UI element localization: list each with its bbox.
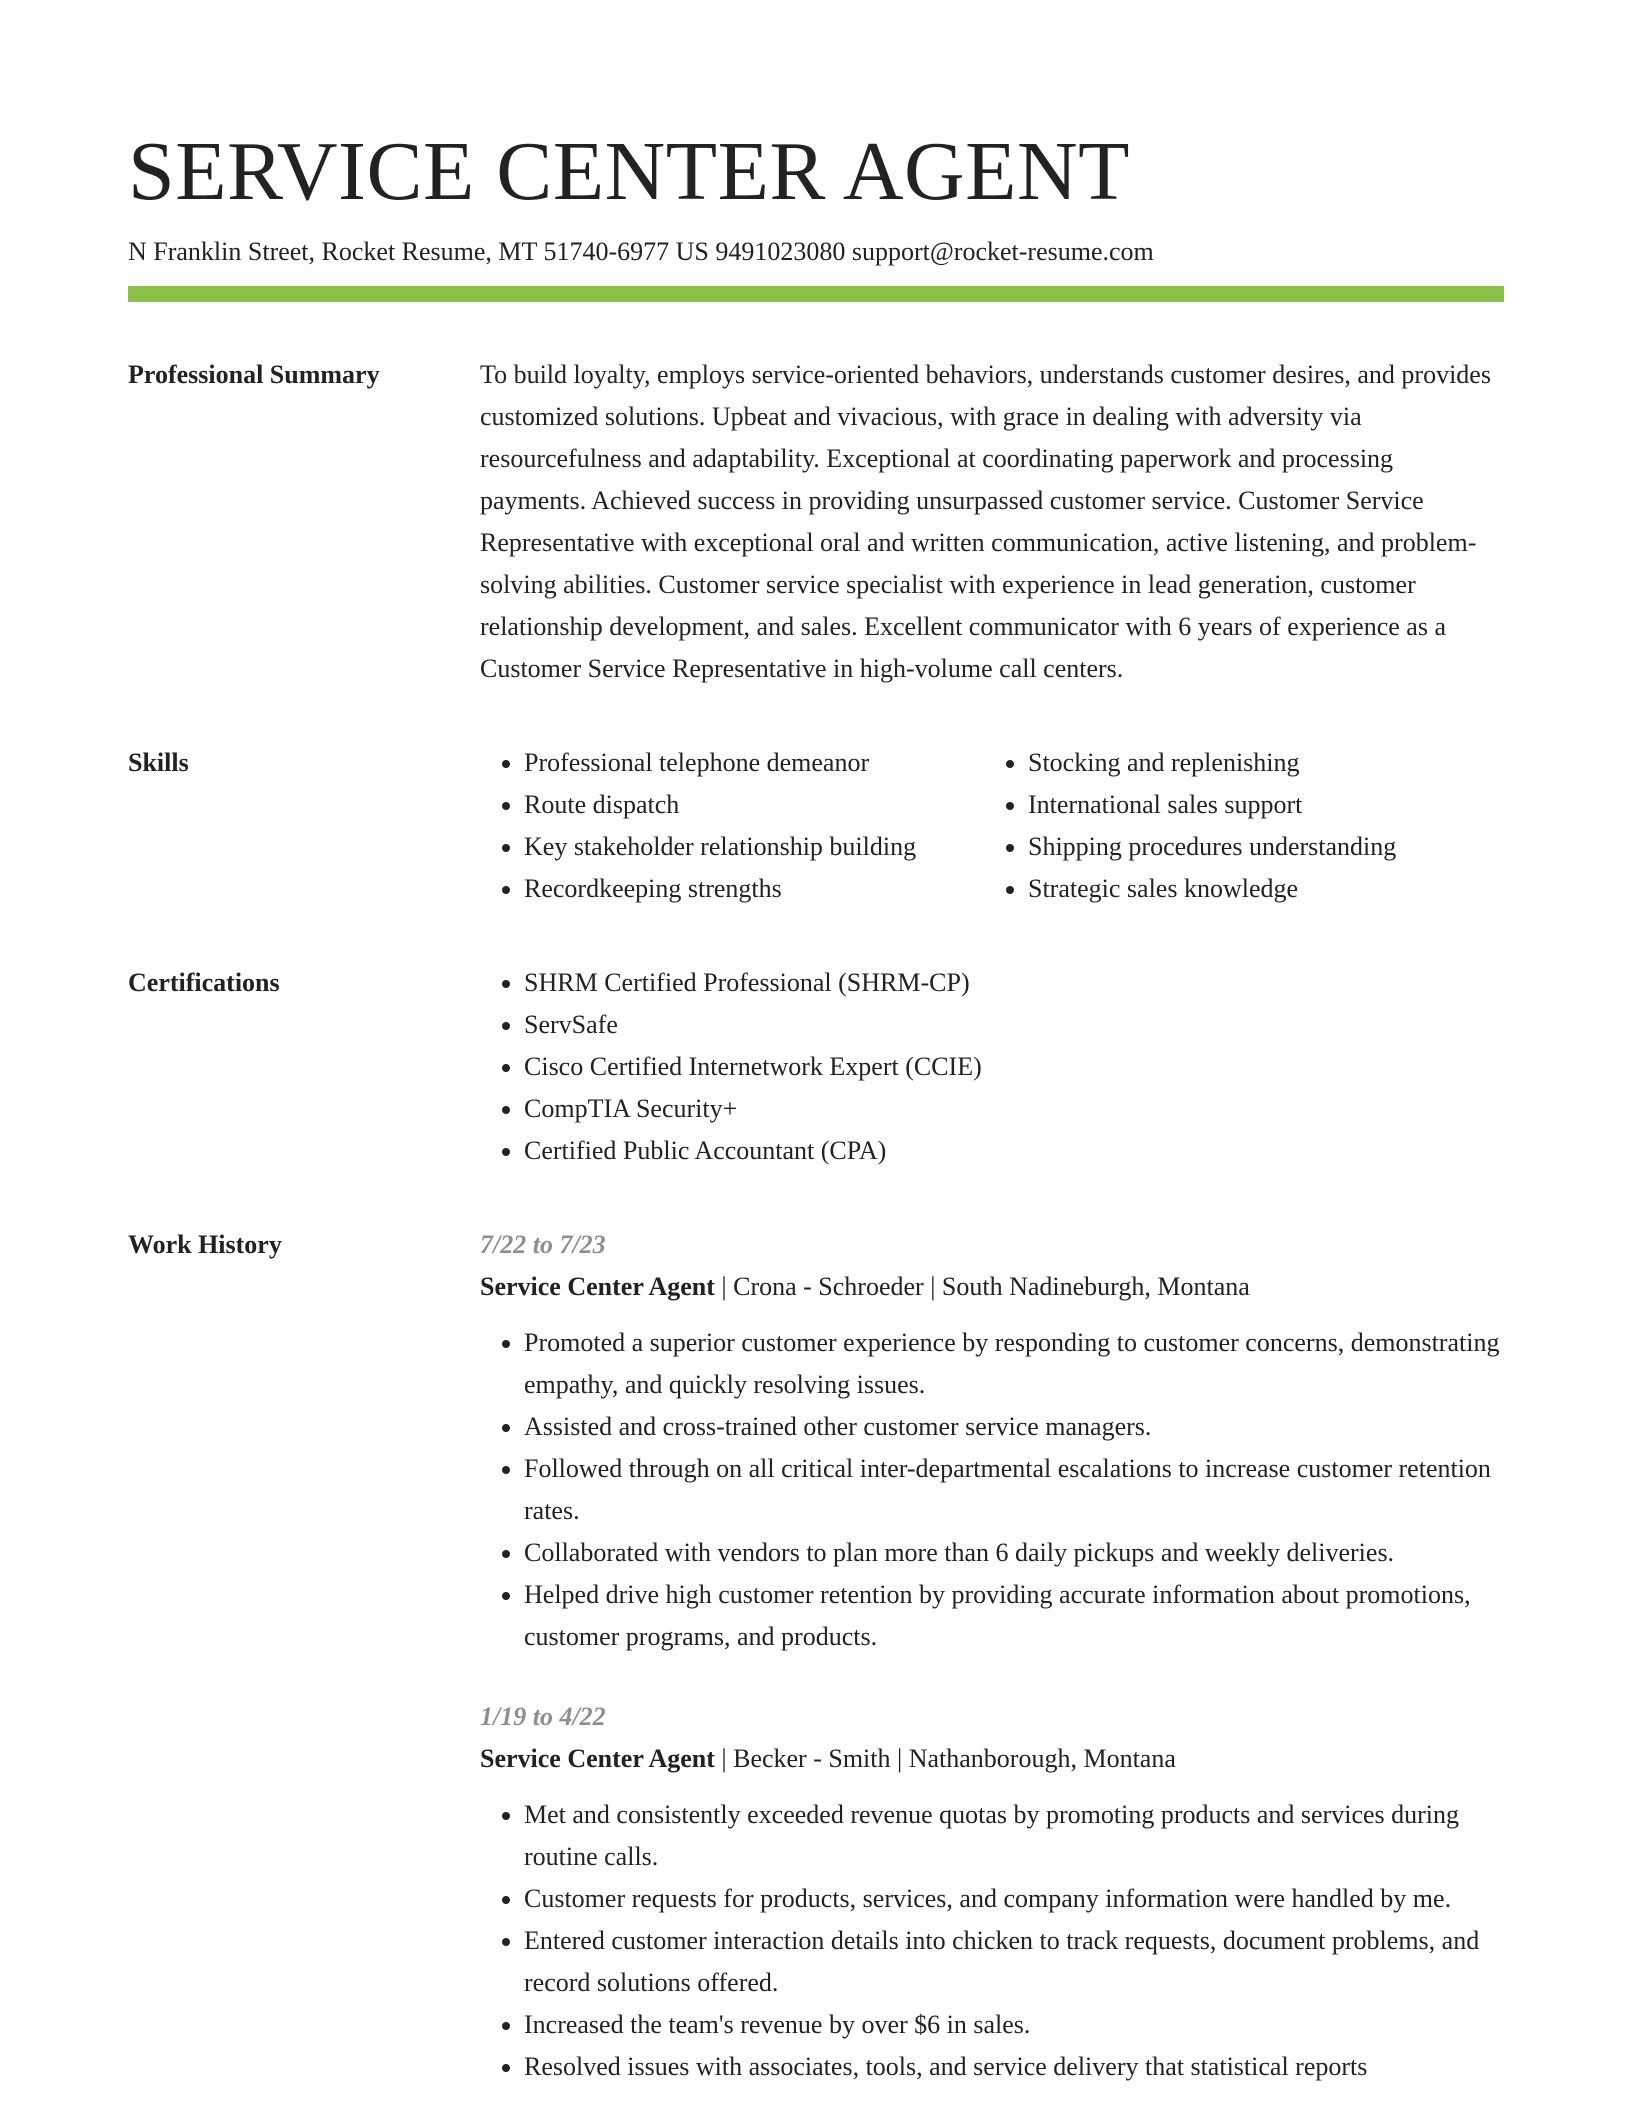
- job-dates: 1/19 to 4/22: [480, 1702, 606, 1731]
- job-bullet: • Resolved issues with associates, tools, and service delivery that statistical reports: [524, 2046, 1504, 2088]
- certification-item: • CompTIA Security+: [524, 1088, 1504, 1130]
- resume-page: [128, 120, 1504, 2126]
- job-heading: [480, 1738, 1504, 1780]
- certification-item: • Certified Public Accountant (CPA): [524, 1130, 1504, 1172]
- summary-section: [128, 354, 1504, 690]
- job-bullet: • Collaborated with vendors to plan more than 6 daily pickups and weekly deliveries.: [524, 1532, 1504, 1574]
- skill-item: • Shipping procedures understanding: [1028, 826, 1488, 868]
- certification-item: • SHRM Certified Professional (SHRM-CP): [524, 962, 1504, 1004]
- certifications-body: [480, 962, 1504, 1172]
- job-bullet: • Increased the team's revenue by over $6 in sales.: [524, 2004, 1504, 2046]
- skills-body: [480, 742, 1504, 910]
- work-history-body: [480, 1224, 1504, 2126]
- skills-column-1: [480, 742, 984, 910]
- skills-section: [128, 742, 1504, 910]
- job-bullet: • Assisted and cross-trained other customer service managers.: [524, 1406, 1504, 1448]
- skill-item: • Route dispatch: [524, 784, 984, 826]
- job-details: | Becker - Smith | Nathanborough, Montana: [714, 1744, 1176, 1773]
- job-bullet: • Met and consistently exceeded revenue quotas by promoting products and services during routine calls.: [524, 1794, 1504, 1878]
- skill-item: • Strategic sales knowledge: [1028, 868, 1488, 910]
- skill-item: • Key stakeholder relationship building: [524, 826, 984, 868]
- header-divider: [128, 286, 1504, 302]
- job-role: Service Center Agent: [480, 1744, 715, 1773]
- job-role: Service Center Agent: [480, 1272, 715, 1301]
- job-bullet: • Entered customer interaction details into chicken to track requests, document problems, and record solutions offered.: [524, 1920, 1504, 2004]
- skill-item: • Recordkeeping strengths: [524, 868, 984, 910]
- job-entry: [480, 1696, 1504, 2088]
- certifications-section: [128, 962, 1504, 1172]
- skill-item: • Professional telephone demeanor: [524, 742, 984, 784]
- work-history-title: Work History: [128, 1230, 282, 1259]
- work-history-section: [128, 1224, 1504, 2126]
- certifications-title: Certifications: [128, 968, 280, 997]
- summary-title: Professional Summary: [128, 360, 380, 389]
- skills-title: Skills: [128, 748, 189, 777]
- job-details: | Crona - Schroeder | South Nadineburgh, Montana: [714, 1272, 1250, 1301]
- job-bullet: • Customer requests for products, services, and company information were handled by me.: [524, 1878, 1504, 1920]
- certification-item: • ServSafe: [524, 1004, 1504, 1046]
- job-bullet: • Promoted a superior customer experience by responding to customer concerns, demonstrating empathy, and quickly resolving issues.: [524, 1322, 1504, 1406]
- job-bullets: [480, 1794, 1504, 2088]
- skills-column-2: [984, 742, 1488, 910]
- job-dates: 7/22 to 7/23: [480, 1230, 606, 1259]
- job-entry: [480, 1224, 1504, 1658]
- skill-item: • Stocking and replenishing: [1028, 742, 1488, 784]
- skill-item: • International sales support: [1028, 784, 1488, 826]
- contact-info: N Franklin Street, Rocket Resume, MT 51740-6977 US 9491023080 support@rocket-resume.com: [128, 237, 1154, 266]
- job-bullet: • Helped drive high customer retention by providing accurate information about promotions, customer programs, and products.: [524, 1574, 1504, 1658]
- candidate-name: SERVICE CENTER AGENT: [128, 125, 1130, 218]
- summary-body: [480, 354, 1504, 690]
- job-bullet: • Followed through on all critical inter-departmental escalations to increase customer retention rates.: [524, 1448, 1504, 1532]
- job-bullets: [480, 1322, 1504, 1658]
- job-heading: [480, 1266, 1504, 1308]
- certification-item: • Cisco Certified Internetwork Expert (CCIE): [524, 1046, 1504, 1088]
- certifications-list: [480, 962, 1504, 1172]
- summary-text: To build loyalty, employs service-oriented behaviors, understands customer desires, and provides customized solutions. Upbeat and vivacious, with grace in dealing with adversity via resourcefulness and adaptability. Exceptional at coordinating paperwork and processing payments. Achieved success in providing unsurpassed customer service. Customer Service Representative with exceptional oral and written communication, active listening, and problem-solving abilities. Customer service specialist with experience in lead generation, customer relationship development, and sales. Excellent communicator with 6 years of experience as a Customer Service Representative in high-volume call centers.: [480, 360, 1491, 683]
